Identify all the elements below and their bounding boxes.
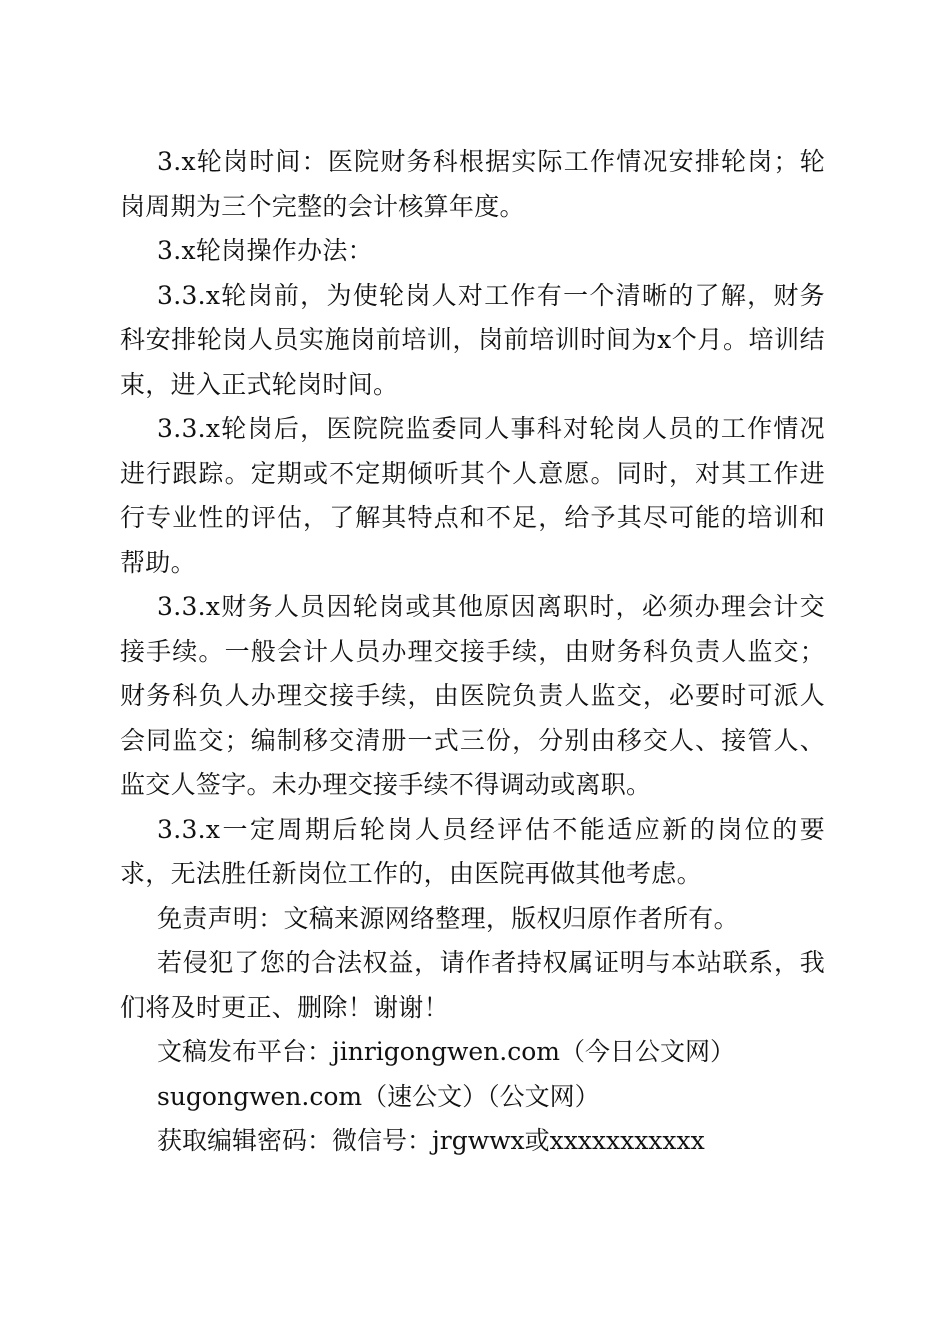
paragraph-rotation-time: 3.x轮岗时间：医院财务科根据实际工作情况安排轮岗；轮岗周期为三个完整的会计核算年度。 xyxy=(120,147,825,221)
paragraph-disclaimer: 免责声明：文稿来源网络整理，版权归原作者所有。 xyxy=(157,903,739,933)
edit-password-line: 获取编辑密码：微信号：jrgwwx或xxxxxxxxxxx xyxy=(157,1126,705,1155)
publish-platform-line: 文稿发布平台：jinrigongwen.com（今日公文网） xyxy=(157,1037,735,1066)
paragraph-infringement-notice: 若侵犯了您的合法权益，请作者持权属证明与本站联系，我们将及时更正、删除！谢谢！ xyxy=(120,948,825,1022)
document-body xyxy=(120,140,825,1164)
paragraph-rotation-methods-heading: 3.x轮岗操作办法： xyxy=(157,236,373,265)
paragraph-evaluation: 3.3.x一定周期后轮岗人员经评估不能适应新的岗位的要求，无法胜任新岗位工作的，由医院再做其他考虑。 xyxy=(120,814,825,888)
paragraph-handover: 3.3.x财务人员因轮岗或其他原因离职时，必须办理会计交接手续。一般会计人员办理交接手续，由财务科负责人监交；财务科负人办理交接手续，由医院负责人监交，必要时可派人会同监交；编制移交清册一式三份，分别由移交人、接管人、监交人签字。未办理交接手续不得调动或离职。 xyxy=(120,592,825,799)
sugongwen-line: sugongwen.com（速公文）（公文网） xyxy=(157,1081,600,1111)
paragraph-after-rotation: 3.3.x轮岗后，医院院监委同人事科对轮岗人员的工作情况进行跟踪。定期或不定期倾听其个人意愿。同时，对其工作进行专业性的评估，了解其特点和不足，给予其尽可能的培训和帮助。 xyxy=(120,414,825,577)
paragraph-before-rotation: 3.3.x轮岗前，为使轮岗人对工作有一个清晰的了解，财务科安排轮岗人员实施岗前培训，岗前培训时间为x个月。培训结束，进入正式轮岗时间。 xyxy=(120,280,825,399)
